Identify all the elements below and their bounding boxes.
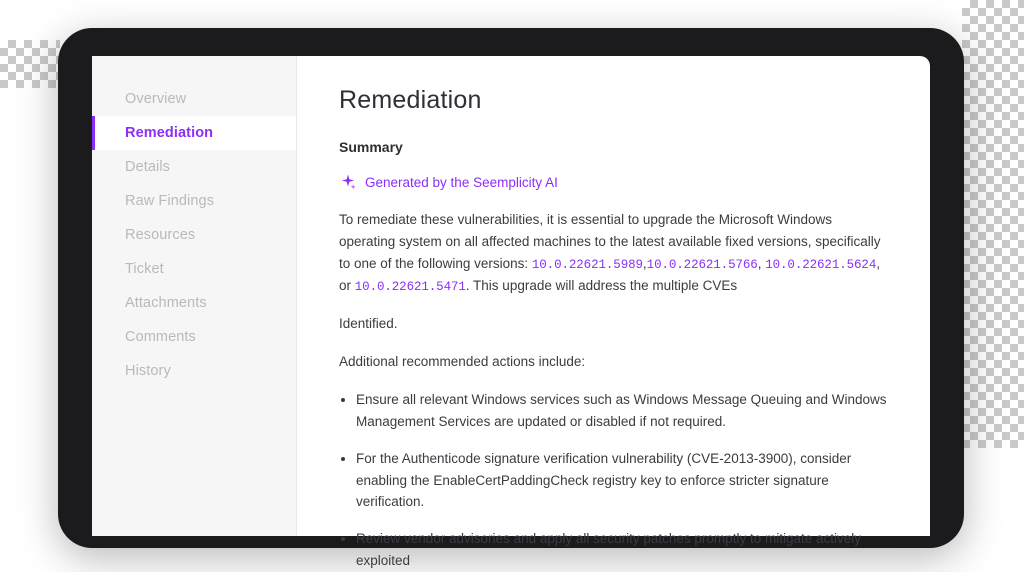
transparency-checkerboard-left (0, 40, 60, 88)
remediation-paragraph-3: Additional recommended actions include: (339, 354, 586, 370)
version-separator-2: , (757, 255, 766, 271)
fixed-version-1: 10.0.22621.5989 (531, 257, 643, 272)
recommended-actions-list (339, 389, 890, 572)
sidebar-item-details[interactable] (92, 150, 296, 184)
fixed-version-2: 10.0.22621.5766 (646, 257, 758, 272)
version-separator-1: , (642, 255, 647, 271)
ai-generated-badge (339, 173, 890, 191)
sidebar-item-overview[interactable] (92, 82, 296, 116)
sidebar-item-ticket[interactable] (92, 252, 296, 286)
sidebar-item-label: Ticket (125, 261, 164, 277)
remediation-paragraph-2: Identified. (339, 316, 398, 332)
sidebar-item-label: Resources (125, 227, 196, 243)
fixed-version-4: 10.0.22621.5471 (354, 279, 466, 294)
sidebar-item-label: Attachments (125, 295, 207, 311)
sidebar-item-raw-findings[interactable] (92, 184, 296, 218)
sidebar-item-attachments[interactable] (92, 286, 296, 320)
sidebar-item-label: History (125, 363, 171, 379)
summary-heading: Summary (339, 139, 403, 155)
list-item: • Review vendor advisories and apply all security patches promptly to mitigate actively exploited (356, 528, 890, 572)
main-content (297, 56, 930, 569)
paragraph-text-part-2: . This upgrade will address the multiple CVEs (465, 277, 738, 293)
remediation-paragraph-1 (339, 209, 884, 297)
sparkle-icon (339, 173, 357, 191)
sidebar-item-label: Comments (125, 329, 196, 345)
device-screen (92, 56, 930, 569)
ai-generated-label: Generated by the Seemplicity AI (365, 174, 558, 190)
transparency-checkerboard-right (962, 0, 1024, 448)
sidebar-item-resources[interactable] (92, 218, 296, 252)
sidebar-item-remediation[interactable] (92, 116, 296, 150)
page-title: Remediation (339, 86, 482, 114)
paragraph-text-part-1: To remediate these vulnerabilities, it is essential to upgrade the Microsoft Windows operating system on all affected machines to the latest available fixed versions, specifically to one of the following versions: (339, 212, 881, 271)
sidebar-item-label: Remediation (125, 125, 214, 141)
list-item: • Ensure all relevant Windows services such as Windows Message Queuing and Windows Management Services are updated or disabled if not required. (356, 389, 890, 433)
sidebar-item-history[interactable] (92, 354, 296, 388)
sidebar-nav (92, 56, 297, 536)
sidebar-item-label: Details (125, 159, 171, 175)
sidebar-item-label: Raw Findings (125, 193, 215, 209)
fixed-version-3: 10.0.22621.5624 (765, 257, 877, 272)
version-separator-3: , or (339, 255, 881, 293)
sidebar-item-label: Overview (125, 91, 187, 107)
sidebar-item-comments[interactable] (92, 320, 296, 354)
list-item: • For the Authenticode signature verification vulnerability (CVE-2013-3900), consider enabling the EnableCertPaddingCheck registry key to enforce stricter signature verification. (356, 448, 890, 514)
